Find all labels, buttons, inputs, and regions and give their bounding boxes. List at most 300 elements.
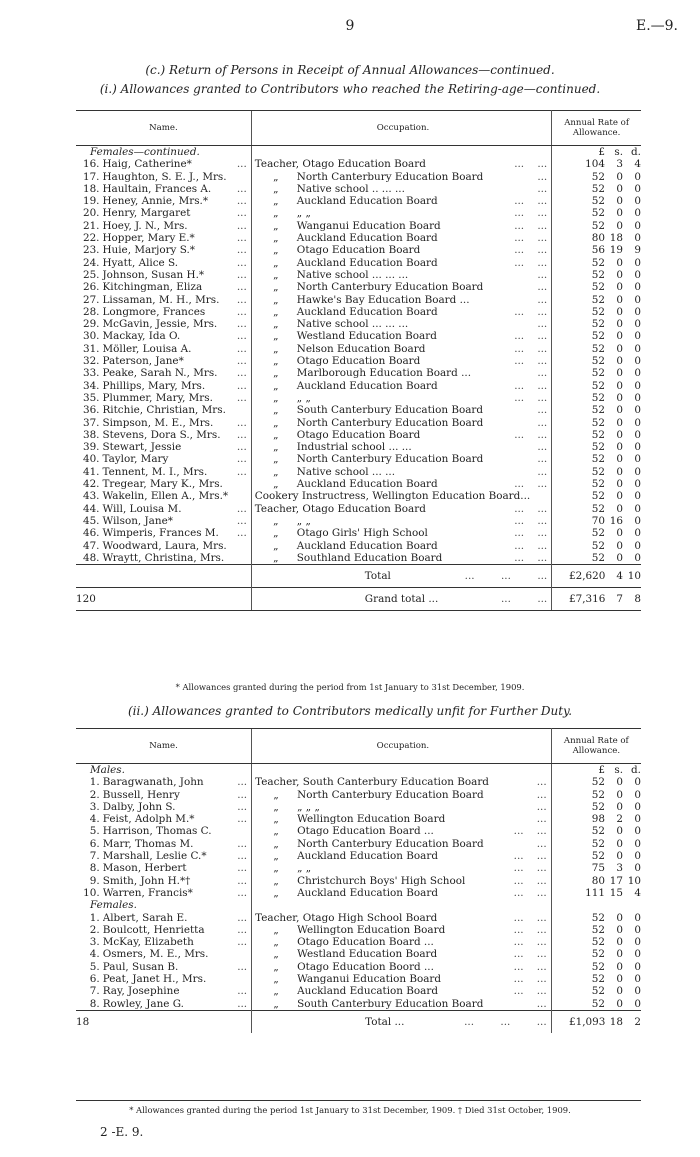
shillings-value: 0 (616, 776, 623, 789)
shillings-value: 0 (616, 490, 623, 503)
name-cell (102, 330, 251, 342)
pence-value: 0 (634, 232, 641, 245)
person-name: Will, Louisa M. (102, 502, 182, 515)
person-name: Woodward, Laura, Mrs. (102, 539, 227, 552)
annual-rate-cell (552, 232, 641, 244)
annual-rate-cell (552, 380, 641, 392)
name-cell (103, 825, 252, 837)
person-name: Smith, John H.*† (102, 874, 191, 887)
leader-dots: ... (237, 997, 248, 1010)
table-row (76, 404, 641, 416)
leader-dots: ... ... (513, 850, 547, 863)
person-name: Peat, Janet H., Mrs. (102, 973, 207, 986)
leader-dots: ... (237, 960, 248, 973)
table-row (76, 195, 641, 207)
row-number: 9. (89, 874, 100, 887)
group-label-row (76, 899, 641, 911)
occupation-text: Christchurch Boys' High School (297, 874, 466, 887)
row-number: 27. (82, 293, 100, 306)
annual-rate-cell (552, 183, 641, 195)
amount (569, 813, 641, 825)
occupation-cell (251, 232, 551, 244)
occupation-text: Otago Education Board (302, 502, 426, 515)
total-label-cell (251, 565, 551, 588)
occupation-text: North Canterbury Education Board (296, 281, 484, 294)
amount (569, 862, 641, 874)
shillings-value: 3 (616, 158, 623, 171)
name-cell (102, 429, 251, 441)
person-name: Hoey, J. N., Mrs. (102, 219, 188, 232)
occupation-cell (251, 503, 551, 515)
pounds-value: 52 (591, 911, 605, 924)
pence-value: 0 (634, 305, 641, 318)
name-cell (102, 404, 251, 416)
row-number: 43. (82, 490, 100, 503)
table-row (76, 801, 641, 813)
amount (569, 789, 641, 801)
row-number: 6. (89, 973, 100, 986)
leader-dots: ... (236, 441, 247, 454)
row-number: 1. (89, 911, 100, 924)
table-row (76, 171, 641, 183)
occupation-text: Otago Education Board ... (297, 936, 434, 949)
pounds-value: 52 (591, 182, 605, 195)
shillings-value: 3 (616, 862, 623, 875)
pence-value: 0 (634, 514, 641, 527)
leader-dots: ... (236, 416, 247, 429)
table-row (76, 948, 641, 960)
occupation-prefix: „ (273, 850, 279, 863)
shillings-value: 0 (616, 355, 623, 368)
group-label: Females—continued. (90, 146, 200, 158)
annual-rate-cell (551, 875, 641, 887)
row-number: 2. (89, 923, 100, 936)
leader-dots: ... ... (514, 305, 548, 318)
occupation-text: Auckland Education Board (296, 379, 438, 392)
leader-dots: ... ... (513, 948, 547, 961)
shillings-value: 0 (616, 207, 623, 220)
footnote-i: * Allowances granted during the period from 1st January to 31st December, 1909. (175, 682, 525, 692)
leader-dots: ... ... ... (464, 1015, 547, 1028)
occupation-text: Industrial school ... ... (296, 441, 412, 454)
occupation-prefix: „ (273, 195, 279, 208)
person-name: Mackay, Ida O. (102, 330, 181, 343)
name-cell (102, 207, 251, 219)
shillings-value: 18 (609, 1015, 623, 1028)
name-cell (103, 789, 252, 801)
table-row (76, 244, 641, 256)
name-cell (103, 887, 252, 899)
leader-dots: ... (537, 416, 548, 429)
shillings-value: 0 (616, 305, 623, 318)
pence-value: 0 (634, 923, 641, 936)
pence-value: 0 (634, 478, 641, 491)
table-row (76, 466, 641, 478)
leader-dots: ... ... (514, 527, 548, 540)
occupation-text: Otago Education Board (302, 158, 426, 171)
leader-dots: ... (536, 997, 547, 1010)
pounds-value: 52 (591, 948, 605, 961)
occupation-text: Native school ... ... ... (296, 268, 409, 281)
table-row (76, 306, 641, 318)
annual-rate-cell (552, 441, 641, 453)
occupation-text: North Canterbury Education Board (297, 837, 484, 850)
leader-dots: ... ... (514, 539, 548, 552)
row-number: 46. (82, 527, 100, 540)
occupation-prefix: „ (273, 985, 279, 998)
table-row (76, 281, 641, 293)
leader-dots: ... (237, 776, 248, 789)
amount (569, 244, 641, 256)
shillings-value: 15 (609, 886, 623, 899)
occupation-prefix: „ (273, 825, 279, 838)
occupation-prefix: „ (273, 514, 279, 527)
name-column-header: Name. (76, 729, 252, 764)
occupation-text: Auckland Education Board (297, 850, 438, 863)
name-cell (102, 515, 251, 527)
annual-rate-cell (551, 973, 641, 985)
leader-dots: ... ... (514, 219, 548, 232)
occupation-cell (252, 850, 552, 862)
table-row (76, 540, 641, 552)
person-name: Stewart, Jessie (102, 441, 182, 454)
document-code: E.—9. (635, 18, 678, 34)
shillings-value: 0 (616, 837, 623, 850)
annual-rate-cell (552, 367, 641, 379)
pence-value: 0 (634, 281, 641, 294)
person-name: Boulcott, Henrietta (102, 923, 205, 936)
pounds-value: 52 (591, 256, 605, 269)
occupation-text: Nelson Education Board (296, 342, 426, 355)
occupation-text: South Canterbury Education Board (297, 997, 484, 1010)
table-row (76, 552, 641, 565)
occupation-prefix: „ (273, 465, 279, 478)
shillings-value: 0 (616, 416, 623, 429)
amount (569, 527, 641, 539)
occupation-cell (252, 973, 552, 985)
leader-dots: ... (236, 219, 247, 232)
name-cell (102, 318, 251, 330)
row-number: 19. (82, 195, 100, 208)
person-name: Albert, Sarah E. (102, 911, 188, 924)
shillings-value: 0 (616, 527, 623, 540)
row-number: 21. (82, 219, 100, 232)
name-cell (102, 453, 251, 465)
annual-rate-cell (551, 961, 641, 973)
amount (569, 330, 641, 342)
row-number: 2. (89, 788, 100, 801)
amount (569, 503, 641, 515)
shillings-value: 0 (616, 850, 623, 863)
total-label-cell (252, 1010, 552, 1033)
occupation-prefix: Teacher, (255, 776, 300, 789)
amount (569, 838, 641, 850)
amount (569, 776, 641, 788)
name-cell (103, 948, 252, 960)
annual-rate-cell (552, 527, 641, 539)
occupation-prefix: „ (273, 960, 279, 973)
pence-value: 0 (634, 379, 641, 392)
pounds-value: 52 (591, 330, 605, 343)
occupation-prefix: „ (273, 936, 279, 949)
annual-rate-cell (552, 355, 641, 367)
leader-dots: ... (236, 453, 247, 466)
occupation-cell (251, 380, 551, 392)
occupation-text: Native school ... ... ... (296, 318, 409, 331)
amount (569, 912, 641, 924)
occupation-cell (251, 540, 551, 552)
shillings-symbol: s. (614, 146, 623, 158)
leader-dots: ... (237, 862, 248, 875)
retiring-age-table (76, 110, 641, 611)
currency-header (551, 764, 641, 777)
table-row (76, 973, 641, 985)
occupation-prefix: „ (273, 379, 279, 392)
occupation-prefix: „ (273, 800, 279, 813)
occupation-cell (252, 887, 552, 899)
leader-dots: ... (537, 281, 548, 294)
table-row (76, 776, 641, 788)
occupation-cell (251, 195, 551, 207)
occupation-prefix: „ (273, 539, 279, 552)
occupation-cell (251, 294, 551, 306)
annual-rate-cell (552, 257, 641, 269)
shillings-value: 2 (616, 813, 623, 826)
table-row (76, 924, 641, 936)
leader-dots: ... (237, 800, 248, 813)
person-name: Stevens, Dora S., Mrs. (102, 428, 221, 441)
leader-dots: ... ... (514, 391, 548, 404)
name-cell (102, 490, 251, 502)
pounds-value: 111 (585, 886, 605, 899)
pence-value: 9 (634, 244, 641, 257)
occupation-cell (252, 948, 552, 960)
table-row (76, 453, 641, 465)
pounds-value: 52 (591, 391, 605, 404)
occupation-text: Auckland Education Board (296, 478, 438, 491)
name-cell (103, 936, 252, 948)
amount (569, 540, 641, 552)
shillings-value: 0 (616, 800, 623, 813)
amount (569, 294, 641, 306)
pounds-value: 52 (591, 539, 605, 552)
shillings-value: 0 (616, 985, 623, 998)
annual-rate-cell (552, 281, 641, 293)
person-name: Hyatt, Alice S. (102, 256, 179, 269)
pounds-value: 52 (591, 379, 605, 392)
total-row (76, 588, 641, 611)
leader-dots: ... ... (513, 923, 547, 936)
occupation-text: Auckland Education Board (297, 985, 438, 998)
person-name: Harrison, Thomas C. (102, 825, 212, 838)
leader-dots: ... ... (514, 158, 548, 171)
occupation-cell (251, 257, 551, 269)
leader-dots: ... (536, 800, 547, 813)
name-cell (102, 269, 251, 281)
occupation-cell (252, 825, 552, 837)
occupation-column-header: Occupation. (252, 729, 552, 764)
pounds-value: 52 (591, 502, 605, 515)
leader-dots: ... (537, 170, 548, 183)
table-row (76, 838, 641, 850)
amount (569, 417, 641, 429)
pounds-value: 52 (591, 837, 605, 850)
shillings-value: 0 (616, 478, 623, 491)
leader-dots: ... (537, 453, 548, 466)
leader-dots: ... ... (514, 256, 548, 269)
leader-dots: ... ... (514, 195, 548, 208)
shillings-value: 0 (616, 330, 623, 343)
occupation-text: North Canterbury Education Board (297, 788, 484, 801)
shillings-value: 0 (616, 973, 623, 986)
shillings-value: 0 (616, 453, 623, 466)
leader-dots: ... (537, 182, 548, 195)
pence-value: 0 (634, 441, 641, 454)
name-cell (102, 244, 251, 256)
occupation-text: Otago Education Boord ... (297, 960, 434, 973)
occupation-text: „ „ (296, 391, 311, 404)
annual-rate-cell (552, 158, 641, 170)
leader-dots: ... (237, 788, 248, 801)
person-name: Tregear, Mary K., Mrs. (102, 478, 223, 491)
row-number: 24. (82, 256, 100, 269)
name-cell (102, 478, 251, 490)
occupation-text: Southland Education Board (296, 551, 443, 564)
pounds-value: 52 (591, 404, 605, 417)
group-label-cell (76, 899, 252, 911)
occupation-cell (251, 330, 551, 342)
pounds-value: 52 (591, 219, 605, 232)
leader-dots: ... ... (514, 355, 548, 368)
leader-dots: ... ... (513, 936, 547, 949)
shillings-value: 4 (616, 569, 623, 582)
leader-dots: ... (237, 837, 248, 850)
occupation-prefix: „ (273, 342, 279, 355)
pence-value: 0 (634, 416, 641, 429)
pounds-value: 52 (591, 207, 605, 220)
row-number: 37. (82, 416, 100, 429)
amount (569, 429, 641, 441)
occupation-text: Otago Education Board (296, 244, 421, 257)
pounds-value: 52 (591, 441, 605, 454)
name-cell (102, 306, 251, 318)
table-row (76, 875, 641, 887)
occupation-cell (251, 306, 551, 318)
row-number: 44. (82, 502, 100, 515)
row-number: 4. (89, 948, 100, 961)
person-name: Möller, Louisa A. (102, 342, 192, 355)
amount (569, 392, 641, 404)
occupation-cell (251, 404, 551, 416)
leader-dots: ... (236, 330, 247, 343)
person-name: Tennent, M. I., Mrs. (102, 465, 208, 478)
leader-dots: ... ... (514, 342, 548, 355)
pounds-symbol: £ (598, 764, 605, 776)
name-cell (102, 367, 251, 379)
amount (569, 183, 641, 195)
row-number: 20. (82, 207, 100, 220)
pounds-value: £7,316 (569, 592, 606, 605)
leader-dots: ... (536, 788, 547, 801)
total-label: Grand total ... (364, 592, 439, 605)
row-number: 34. (82, 379, 100, 392)
pence-value: 0 (634, 862, 641, 875)
table-row (76, 355, 641, 367)
table-row (76, 380, 641, 392)
name-cell (102, 503, 251, 515)
leader-dots: ... (237, 874, 248, 887)
row-number: 5. (89, 825, 100, 838)
annual-rate-cell (551, 825, 641, 837)
pence-value: 0 (634, 539, 641, 552)
table-row (76, 527, 641, 539)
pounds-value: 52 (591, 776, 605, 789)
pence-value: 0 (634, 800, 641, 813)
leader-dots: ... ... (513, 862, 547, 875)
row-number: 25. (82, 268, 100, 281)
pounds-symbol: £ (598, 146, 605, 158)
person-name: Osmers, M. E., Mrs. (102, 948, 209, 961)
annual-rate-cell (552, 552, 641, 565)
row-number: 5. (89, 960, 100, 973)
person-name: Mason, Herbert (102, 862, 187, 875)
occupation-prefix: „ (273, 527, 279, 540)
leader-dots: ... (236, 281, 247, 294)
occupation-cell (251, 207, 551, 219)
pounds-value: 52 (591, 170, 605, 183)
occupation-prefix: „ (273, 813, 279, 826)
annual-rate-cell (551, 776, 641, 788)
shillings-value: 0 (616, 911, 623, 924)
occupation-prefix: „ (273, 244, 279, 257)
occupation-text: Auckland Education Board (296, 539, 438, 552)
name-cell (103, 813, 252, 825)
person-name: Kitchingman, Eliza (102, 281, 203, 294)
pence-value: 0 (634, 182, 641, 195)
occupation-text: Wanganui Education Board (297, 973, 442, 986)
row-number: 8. (89, 997, 100, 1010)
currency-header (552, 146, 641, 159)
table-row (76, 207, 641, 219)
amount (569, 367, 641, 379)
leader-dots: ... (537, 404, 548, 417)
table-row (76, 850, 641, 862)
occupation-prefix: „ (273, 416, 279, 429)
name-cell (102, 343, 251, 355)
pence-value: 0 (634, 551, 641, 564)
name-cell (103, 850, 252, 862)
occupation-prefix: „ (273, 305, 279, 318)
occupation-cell (251, 453, 551, 465)
annual-rate-cell (552, 195, 641, 207)
pence-value: 0 (634, 936, 641, 949)
pence-value: 0 (634, 911, 641, 924)
empty-cell (251, 146, 551, 159)
occupation-prefix: „ (273, 837, 279, 850)
occupation-text: Native school .. ... ... (296, 182, 405, 195)
amount (569, 257, 641, 269)
row-number: 31. (82, 342, 100, 355)
amount (569, 985, 641, 997)
person-name: Taylor, Mary (102, 453, 169, 466)
row-number: 35. (82, 391, 100, 404)
table-row (76, 417, 641, 429)
pounds-value: 52 (591, 973, 605, 986)
amount (569, 875, 641, 887)
pounds-value: 52 (591, 268, 605, 281)
table-row (76, 813, 641, 825)
table-row (76, 912, 641, 924)
